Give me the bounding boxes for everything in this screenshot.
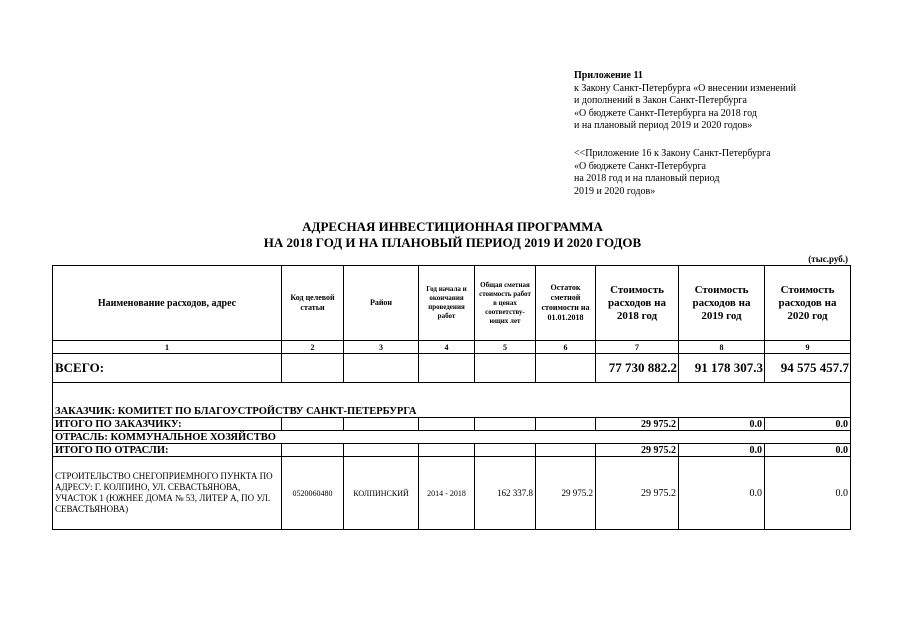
title-line-2: НА 2018 ГОД И НА ПЛАНОВЫЙ ПЕРИОД 2019 И 2020 ГОДОВ xyxy=(263,235,642,250)
header-cost-2018: Стоимость расходов на 2018 год xyxy=(596,266,679,341)
item-code: 0520060480 xyxy=(282,457,344,530)
grand-total-2019: 91 178 307.3 xyxy=(679,354,765,383)
col-number: 4 xyxy=(419,341,475,354)
col-number: 6 xyxy=(536,341,596,354)
item-remaining: 29 975.2 xyxy=(536,457,596,530)
empty-cell xyxy=(536,444,596,457)
customer-total-2020: 0.0 xyxy=(765,418,851,431)
customer-label: ЗАКАЗЧИК: КОМИТЕТ ПО БЛАГОУСТРОЙСТВУ САНКТ-ПЕТЕРБУРГА xyxy=(53,405,851,418)
header-row xyxy=(53,266,851,341)
item-years: 2014 - 2018 xyxy=(419,457,475,530)
empty-cell xyxy=(475,444,536,457)
header-remaining: Остаток сметной стоимости на 01.01.2018 xyxy=(536,266,596,341)
industry-total-2020: 0.0 xyxy=(765,444,851,457)
col-number: 8 xyxy=(679,341,765,354)
empty-cell xyxy=(475,354,536,383)
header-code: Код целевой статьи xyxy=(282,266,344,341)
item-cost-2020: 0.0 xyxy=(765,457,851,530)
header-name: Наименование расходов, адрес xyxy=(53,266,282,341)
empty-cell xyxy=(536,418,596,431)
annex-ref-line: 2019 и 2020 годов» xyxy=(574,185,656,197)
industry-total-2018: 29 975.2 xyxy=(596,444,679,457)
empty-cell xyxy=(282,418,344,431)
empty-cell xyxy=(419,354,475,383)
col-number: 9 xyxy=(765,341,851,354)
item-cost-2018: 29 975.2 xyxy=(596,457,679,530)
annex-reference xyxy=(574,148,874,198)
industry-total-row xyxy=(53,444,851,457)
grand-total-2020: 94 575 457.7 xyxy=(765,354,851,383)
annex-line: к Закону Санкт-Петербурга «О внесении изменений xyxy=(574,82,796,94)
empty-cell xyxy=(475,418,536,431)
col-number: 3 xyxy=(344,341,419,354)
empty-cell xyxy=(419,444,475,457)
document-title xyxy=(200,219,705,251)
annex-header xyxy=(574,70,874,133)
table-row xyxy=(53,457,851,530)
customer-total-2018: 29 975.2 xyxy=(596,418,679,431)
customer-total-label: ИТОГО ПО ЗАКАЗЧИКУ: xyxy=(53,418,282,431)
customer-total-row xyxy=(53,418,851,431)
item-district: КОЛПИНСКИЙ xyxy=(344,457,419,530)
empty-cell xyxy=(419,418,475,431)
column-numbers-row xyxy=(53,341,851,354)
title-line-1: АДРЕСНАЯ ИНВЕСТИЦИОННАЯ ПРОГРАММА xyxy=(302,219,603,234)
spacer-cell xyxy=(53,383,851,406)
col-number: 5 xyxy=(475,341,536,354)
annex-title: Приложение 11 xyxy=(574,70,643,81)
empty-cell xyxy=(344,444,419,457)
grand-total-label: ВСЕГО: xyxy=(53,354,282,383)
empty-cell xyxy=(282,444,344,457)
header-years: Год начала и окончания проведения работ xyxy=(419,266,475,341)
annex-ref-line: на 2018 год и на плановый период xyxy=(574,173,720,184)
col-number: 2 xyxy=(282,341,344,354)
annex-line: и дополнений в Закон Санкт-Петербурга xyxy=(574,95,747,106)
item-cost-2019: 0.0 xyxy=(679,457,765,530)
item-name: СТРОИТЕЛЬСТВО СНЕГОПРИЕМНОГО ПУНКТА ПО АДРЕСУ: Г. КОЛПИНО, УЛ. СЕВАСТЬЯНОВА, УЧАСТОК 1 (ЮЖНЕЕ ДОМА № 53, ЛИТЕР А, ПО УЛ. СЕВАСТЬЯНОВА) xyxy=(53,457,282,530)
customer-total-2019: 0.0 xyxy=(679,418,765,431)
customer-row xyxy=(53,405,851,418)
item-total-cost: 162 337.8 xyxy=(475,457,536,530)
annex-ref-line: «О бюджете Санкт-Петербурга xyxy=(574,160,706,172)
header-total-cost: Общая сметная стоимость работ в ценах соответству-ющих лет xyxy=(475,266,536,341)
industry-total-label: ИТОГО ПО ОТРАСЛИ: xyxy=(53,444,282,457)
grand-total-row xyxy=(53,354,851,383)
header-district: Район xyxy=(344,266,419,341)
empty-cell xyxy=(344,418,419,431)
units-label: (тыс.руб.) xyxy=(808,254,848,264)
grand-total-2018: 77 730 882.2 xyxy=(596,354,679,383)
empty-cell xyxy=(282,354,344,383)
header-cost-2019: Стоимость расходов на 2019 год xyxy=(679,266,765,341)
col-number: 1 xyxy=(53,341,282,354)
header-cost-2020: Стоимость расходов на 2020 год xyxy=(765,266,851,341)
industry-label: ОТРАСЛЬ: КОММУНАЛЬНОЕ ХОЗЯЙСТВО xyxy=(53,431,851,444)
annex-line: и на плановый период 2019 и 2020 годов» xyxy=(574,120,753,131)
industry-row xyxy=(53,431,851,444)
col-number: 7 xyxy=(596,341,679,354)
investment-table xyxy=(52,265,851,530)
empty-cell xyxy=(536,354,596,383)
industry-total-2019: 0.0 xyxy=(679,444,765,457)
spacer-row xyxy=(53,383,851,406)
annex-ref-line: <<Приложение 16 к Закону Санкт-Петербурга xyxy=(574,148,771,159)
empty-cell xyxy=(344,354,419,383)
annex-line: «О бюджете Санкт-Петербурга на 2018 год xyxy=(574,107,757,119)
